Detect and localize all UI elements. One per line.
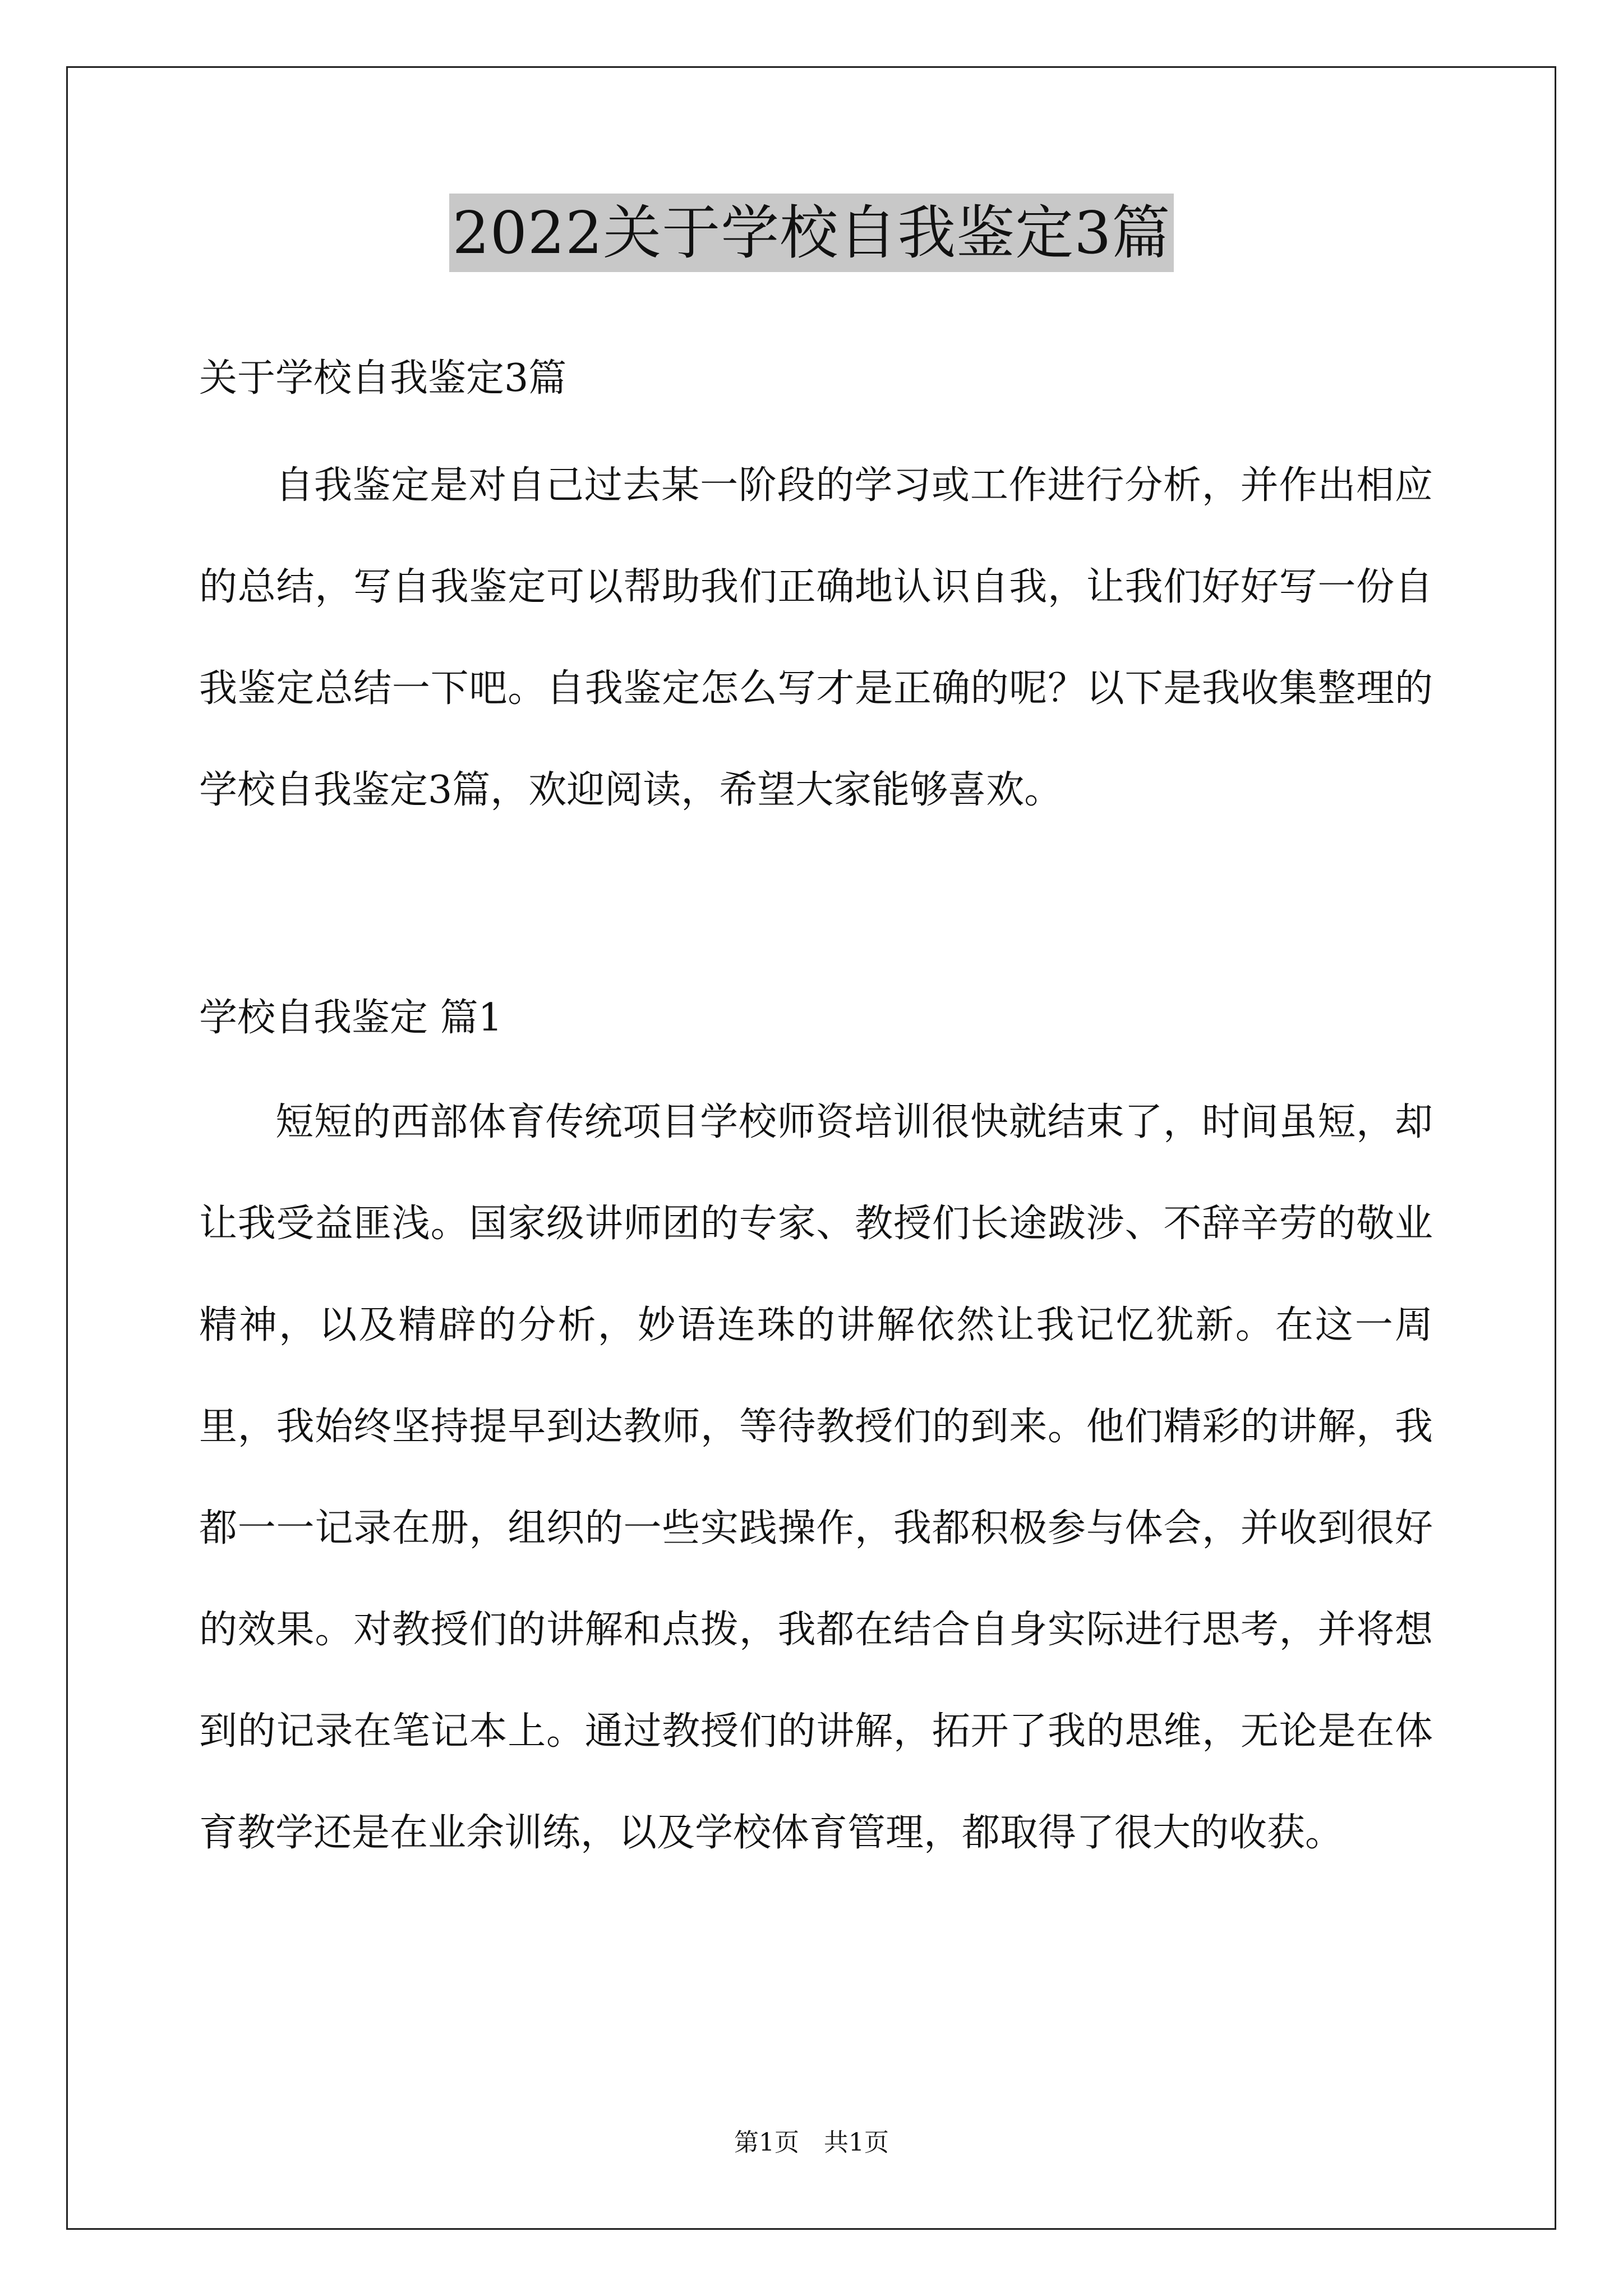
intro-paragraph: 自我鉴定是对自己过去某一阶段的学习或工作进行分析，并作出相应的总结，写自我鉴定可以帮助我们正确地认识自我，让我们好好写一份自我鉴定总结一下吧。自我鉴定怎么写才是正确的呢？以下是我收集整理的学校自我鉴定3篇，欢迎阅读，希望大家能够喜欢。: [199, 463, 1433, 812]
document-title: 2022关于学校自我鉴定3篇: [449, 194, 1174, 272]
title-container: [0, 194, 1623, 272]
page-footer: 第1页 共1页: [734, 2128, 889, 2157]
section-heading: 学校自我鉴定 篇1: [199, 996, 502, 1040]
document-subtitle: 关于学校自我鉴定3篇: [199, 356, 567, 401]
body-paragraph: 短短的西部体育传统项目学校师资培训很快就结束了，时间虽短，却让我受益匪浅。国家级讲师团的专家、教授们长途跋涉、不辞辛劳的敬业精神，以及精辟的分析，妙语连珠的讲解依然让我记忆犹新。在这一周里，我始终坚持提早到达教师，等待教授们的到来。他们精彩的讲解，我都一一记录在册，组织的一些实践操作，我都积极参与体会，并收到很好的效果。对教授们的讲解和点拨，我都在结合自身实际进行思考，并将想到的记录在笔记本上。通过教授们的讲解，拓开了我的思维，无论是在体育教学还是在业余训练，以及学校体育管理，都取得了很大的收获。: [199, 1100, 1433, 1855]
